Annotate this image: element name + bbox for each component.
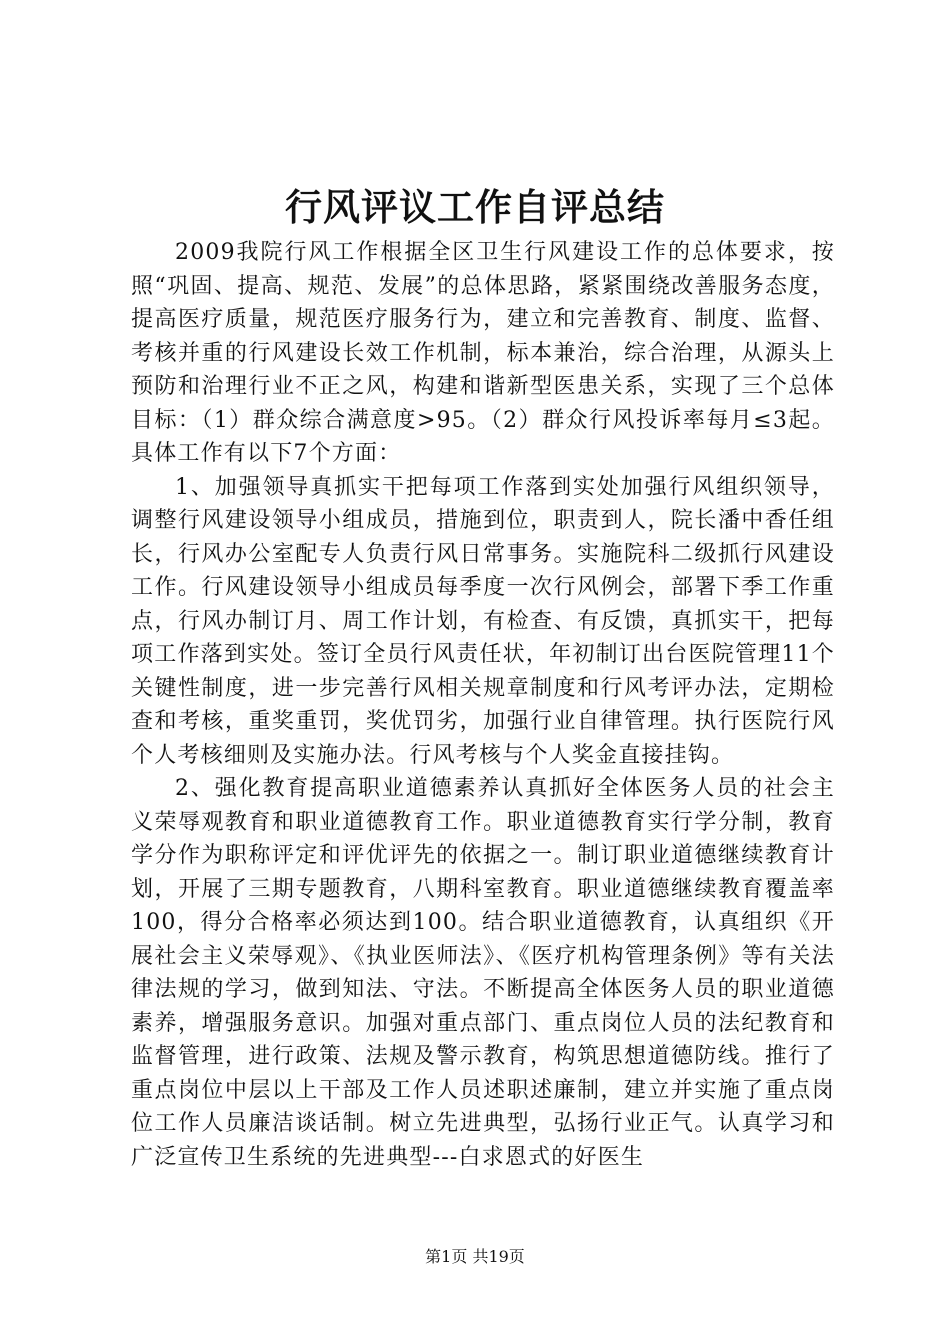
document-title: 行风评议工作自评总结	[285, 186, 665, 229]
paragraph-education: 2、强化教育提高职业道德素养认真抓好全体医务人员的社会主义荣辱观教育和职业道德教育工作。职业道德教育实行学分制，教育学分作为职称评定和评优评先的依据之一。制订职业道德继续教育计划，开展了三期专题教育，八期科室教育。职业道德继续教育覆盖率100，得分合格率必须达到100。结合职业道德教育，认真组织《开展社会主义荣辱观》、《执业医师法》、《医疗机构管理条例》等有关法律法规的学习，做到知法、守法。不断提高全体医务人员的职业道德素养，增强服务意识。加强对重点部门、重点岗位人员的法纪教育和监督管理，进行政策、法规及警示教育，构筑思想道德防线。推行了重点岗位中层以上干部及工作人员述职述廉制，建立并实施了重点岗位工作人员廉洁谈话制。树立先进典型，弘扬行业正气。认真学习和广泛宣传卫生系统的先进典型---白求恩式的好医生	[131, 776, 835, 1170]
page-number-footer: 第1页 共19页	[425, 1247, 525, 1266]
paragraph-intro: 2009我院行风工作根据全区卫生行风建设工作的总体要求，按照“巩固、提高、规范、发展”的总体思路，紧紧围绕改善服务态度，提高医疗质量，规范医疗服务行为，建立和完善教育、制度、监督、考核并重的行风建设长效工作机制，标本兼治，综合治理，从源头上预防和治理行业不正之风，构建和谐新型医患关系，实现了三个总体目标：（1）群众综合满意度>95。（2）群众行风投诉率每月≤3起。具体工作有以下7个方面：	[131, 240, 835, 466]
paragraph-leadership: 1、加强领导真抓实干把每项工作落到实处加强行风组织领导，调整行风建设领导小组成员，措施到位，职责到人，院长潘中香任组长，行风办公室配专人负责行风日常事务。实施院科二级抓行风建设工作。行风建设领导小组成员每季度一次行风例会，部署下季工作重点，行风办制订月、周工作计划，有检查、有反馈，真抓实干，把每项工作落到实处。签订全员行风责任状，年初制订出台医院管理11个关键性制度，进一步完善行风相关规章制度和行风考评办法，定期检查和考核，重奖重罚，奖优罚劣，加强行业自律管理。执行医院行风个人考核细则及实施办法。行风考核与个人奖金直接挂钩。	[131, 474, 835, 768]
document-body	[131, 236, 835, 1174]
